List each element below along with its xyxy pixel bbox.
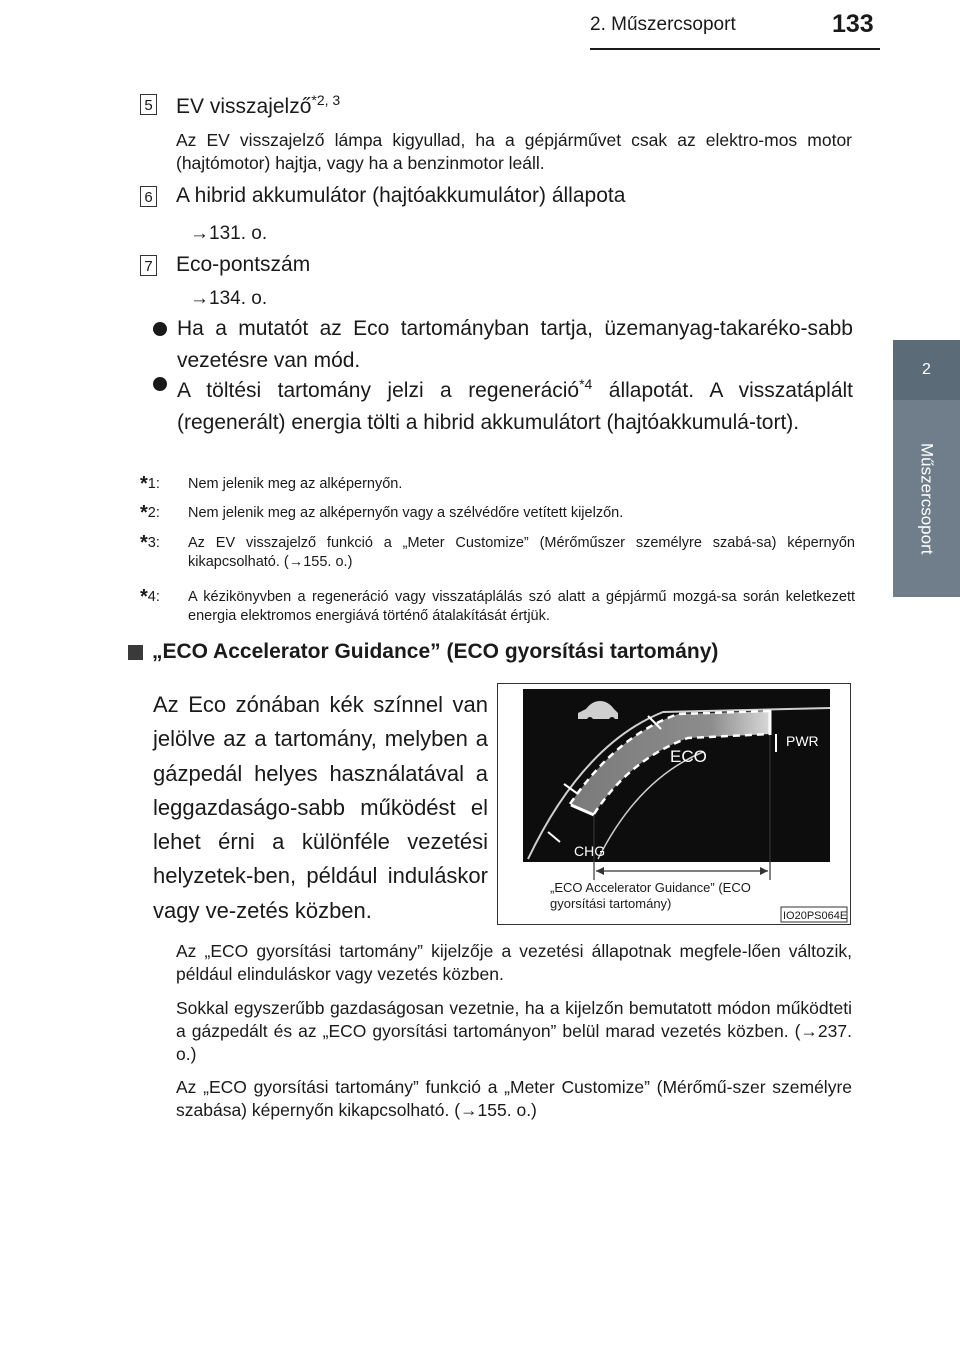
footnote	[140, 534, 855, 576]
footnote-mark: *4:	[140, 586, 160, 608]
item-title	[176, 92, 340, 119]
section-intro-text: Az Eco zónában kék színnel van jelölve az a tartomány, melyben a gázpedál helyes használatával a leggazdaságo-sabb működést el lehet érni a különféle vezetési helyzetek-ben, például induláskor vagy ve-zetés közben.	[153, 692, 488, 923]
bullet-text-part: A töltési tartomány jelzi a regeneráció	[177, 379, 580, 402]
item-description: Az EV visszajelző lámpa kigyullad, ha a gépjárművet csak az elektro-mos motor (hajtómotor) hajtja, vagy ha a benzinmotor leáll.	[176, 130, 852, 173]
footnote-ref: *4	[579, 376, 593, 392]
item-title: Eco-pontszám	[176, 253, 311, 276]
footnote-text: A kézikönyvben a regeneráció vagy visszatáplálás szó alatt a gépjármű mozgá-sa során keletkezett energia elektromos energiává történő átalakítását értjük.	[188, 589, 855, 624]
footnote	[140, 504, 855, 526]
item-number-box: 6	[140, 186, 157, 207]
page-reference: →134. o.	[190, 288, 268, 309]
section-title: „ECO Accelerator Guidance” (ECO gyorsítási tartomány)	[152, 640, 719, 663]
footnote-text: Az EV visszajelző funkció a „Meter Customize” (Mérőműszer személyre szabá-sa) képernyőn kikapcsolható. (→155. o.)	[188, 535, 855, 570]
bullet-icon	[153, 377, 167, 391]
item-title-footnote-ref: *2, 3	[311, 92, 341, 108]
footnote-mark: *2:	[140, 502, 160, 524]
bullet-text: Ha a mutatót az Eco tartományban tartja, üzemanyag-takaréko-sabb vezetésre van mód.	[177, 317, 853, 372]
page-number: 133	[832, 10, 874, 38]
eco-label: ECO	[670, 747, 707, 766]
body-paragraph: Az „ECO gyorsítási tartomány” funkció a „Meter Customize” (Mérőmű-szer személyre szabása) képernyőn kikapcsolható. (→155. o.)	[176, 1077, 852, 1120]
body-paragraph: Az „ECO gyorsítási tartomány” kijelzője a vezetési állapotnak megfele-lően változik, például elinduláskor vagy vezetés közben.	[176, 941, 852, 984]
page-reference: →131. o.	[190, 223, 268, 244]
footnote-text: Nem jelenik meg az alképernyőn.	[188, 476, 403, 492]
chapter-tab-number: 2	[893, 340, 960, 400]
item-title-text: EV visszajelző	[176, 95, 312, 118]
figure-code: IO20PS064E	[783, 910, 848, 922]
section-marker-icon	[128, 645, 143, 660]
footnote-mark: *1:	[140, 473, 160, 495]
footnote-mark: *3:	[140, 532, 160, 554]
bullet-text-part: állapotát. A visszatáplált (regenerált) energia tölti a hibrid akkumulátort (hajtóakkumulá-tort).	[177, 379, 854, 434]
header-rule	[590, 48, 880, 50]
range-arrow-left-icon	[596, 867, 604, 875]
footnote	[140, 475, 855, 497]
range-arrow-right-icon	[760, 867, 768, 875]
body-paragraph: Sokkal egyszerűbb gazdaságosan vezetnie, ha a kijelzőn bemutatott módon működteti a gázpedált és az „ECO gyorsítási tartományon” belül marad vezetés közben. (→237. o.)	[176, 998, 852, 1064]
bullet-text	[177, 368, 853, 439]
figure-caption: „ECO Accelerator Guidance” (ECO gyorsítási tartomány)	[550, 880, 751, 911]
bullet-icon	[153, 322, 167, 336]
chapter-tab-label: Műszercsoport	[917, 442, 937, 555]
footnote	[140, 588, 855, 630]
item-title: A hibrid akkumulátor (hajtóakkumulátor) állapota	[176, 184, 626, 207]
footnote-text: Nem jelenik meg az alképernyőn vagy a szélvédőre vetített kijelzőn.	[188, 505, 624, 521]
running-header-section: 2. Műszercsoport	[590, 14, 736, 35]
bullet-item	[153, 368, 853, 464]
chg-label: CHG	[574, 843, 606, 859]
item-number-box: 7	[140, 255, 157, 276]
pwr-label: PWR	[786, 733, 819, 749]
item-number-box: 5	[140, 94, 157, 115]
